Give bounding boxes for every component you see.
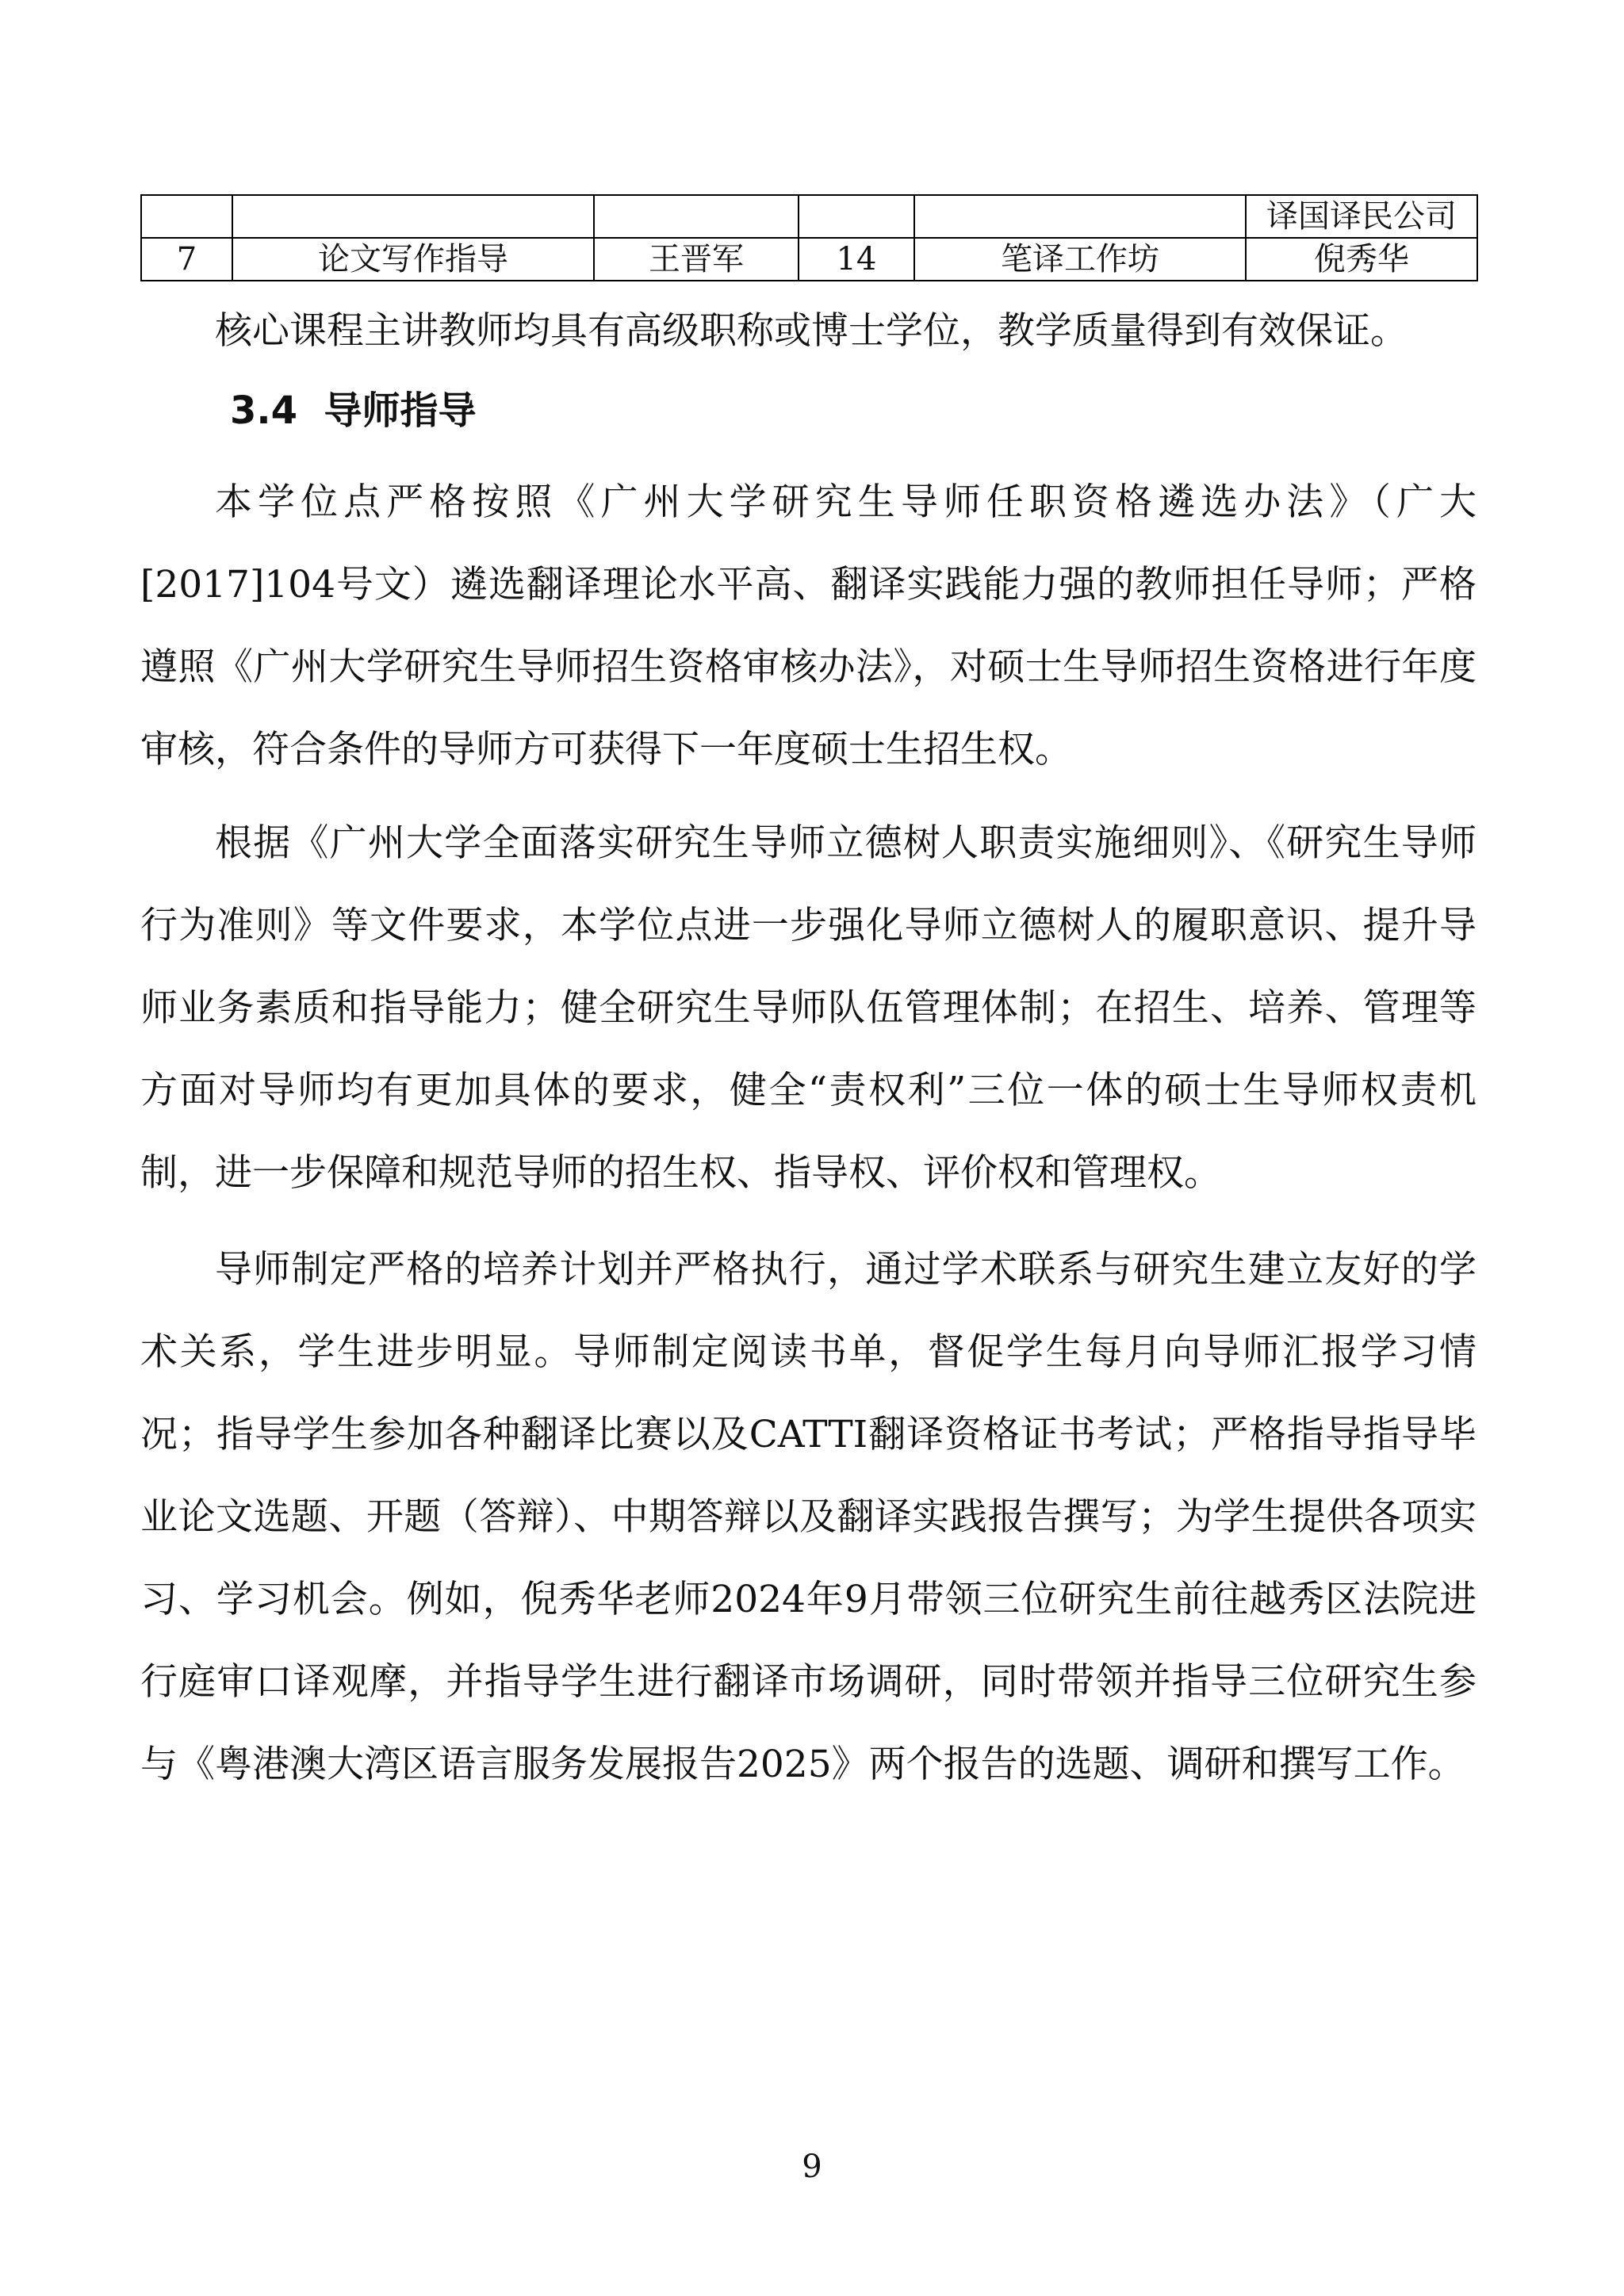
table-row [141,195,1477,238]
table-cell [914,195,1246,238]
section-title: 导师指导 [324,388,477,433]
section-number: 3.4 [230,388,298,433]
table-cell [799,195,914,238]
table-cell: 笔译工作坊 [914,238,1246,281]
table-cell: 译国译民公司 [1246,195,1477,238]
table-cell: 14 [799,238,914,281]
paragraph-1: 本学位点严格按照《广州大学研究生导师任职资格遴选办法》（广大[2017]104号文）遴选翻译理论水平高、翻译实践能力强的教师担任导师；严格遵照《广州大学研究生导师招生资格审核办法》，对硕士生导师招生资格进行年度审核，符合条件的导师方可获得下一年度硕士生招生权。 [140,480,1477,771]
paragraph-3: 导师制定严格的培养计划并严格执行，通过学术联系与研究生建立友好的学术关系，学生进步明显。导师制定阅读书单，督促学生每月向导师汇报学习情况；指导学生参加各种翻译比赛以及CATTI翻译资格证书考试；严格指导指导毕业论文选题、开题（答辩）、中期答辩以及翻译实践报告撰写；为学生提供各项实习、学习机会。例如，倪秀华老师2024年9月带领三位研究生前往越秀区法院进行庭审口译观摩，并指导学生进行翻译市场调研，同时带领并指导三位研究生参与《粤港澳大湾区语言服务发展报告2025》两个报告的选题、调研和撰写工作。 [140,1248,1477,1786]
paragraph-2: 根据《广州大学全面落实研究生导师立德树人职责实施细则》、《研究生导师行为准则》等文件要求，本学位点进一步强化导师立德树人的履职意识、提升导师业务素质和指导能力；健全研究生导师队伍管理体制；在招生、培养、管理等方面对导师均有更加具体的要求，健全“责权利”三位一体的硕士生导师权责机制，进一步保障和规范导师的招生权、指导权、评价权和管理权。 [140,821,1477,1195]
table-cell [141,195,232,238]
summary-paragraph: 核心课程主讲教师均具有高级职称或博士学位，教学质量得到有效保证。 [215,309,1408,353]
table-cell: 倪秀华 [1246,238,1477,281]
table-cell [232,195,594,238]
table-cell: 论文写作指导 [232,238,594,281]
page-number: 9 [802,2149,822,2185]
section-heading [230,387,476,434]
table-row [141,238,1477,281]
table-cell: 7 [141,238,232,281]
table-cell: 王晋军 [594,238,799,281]
table-cell [594,195,799,238]
course-table [140,194,1478,281]
